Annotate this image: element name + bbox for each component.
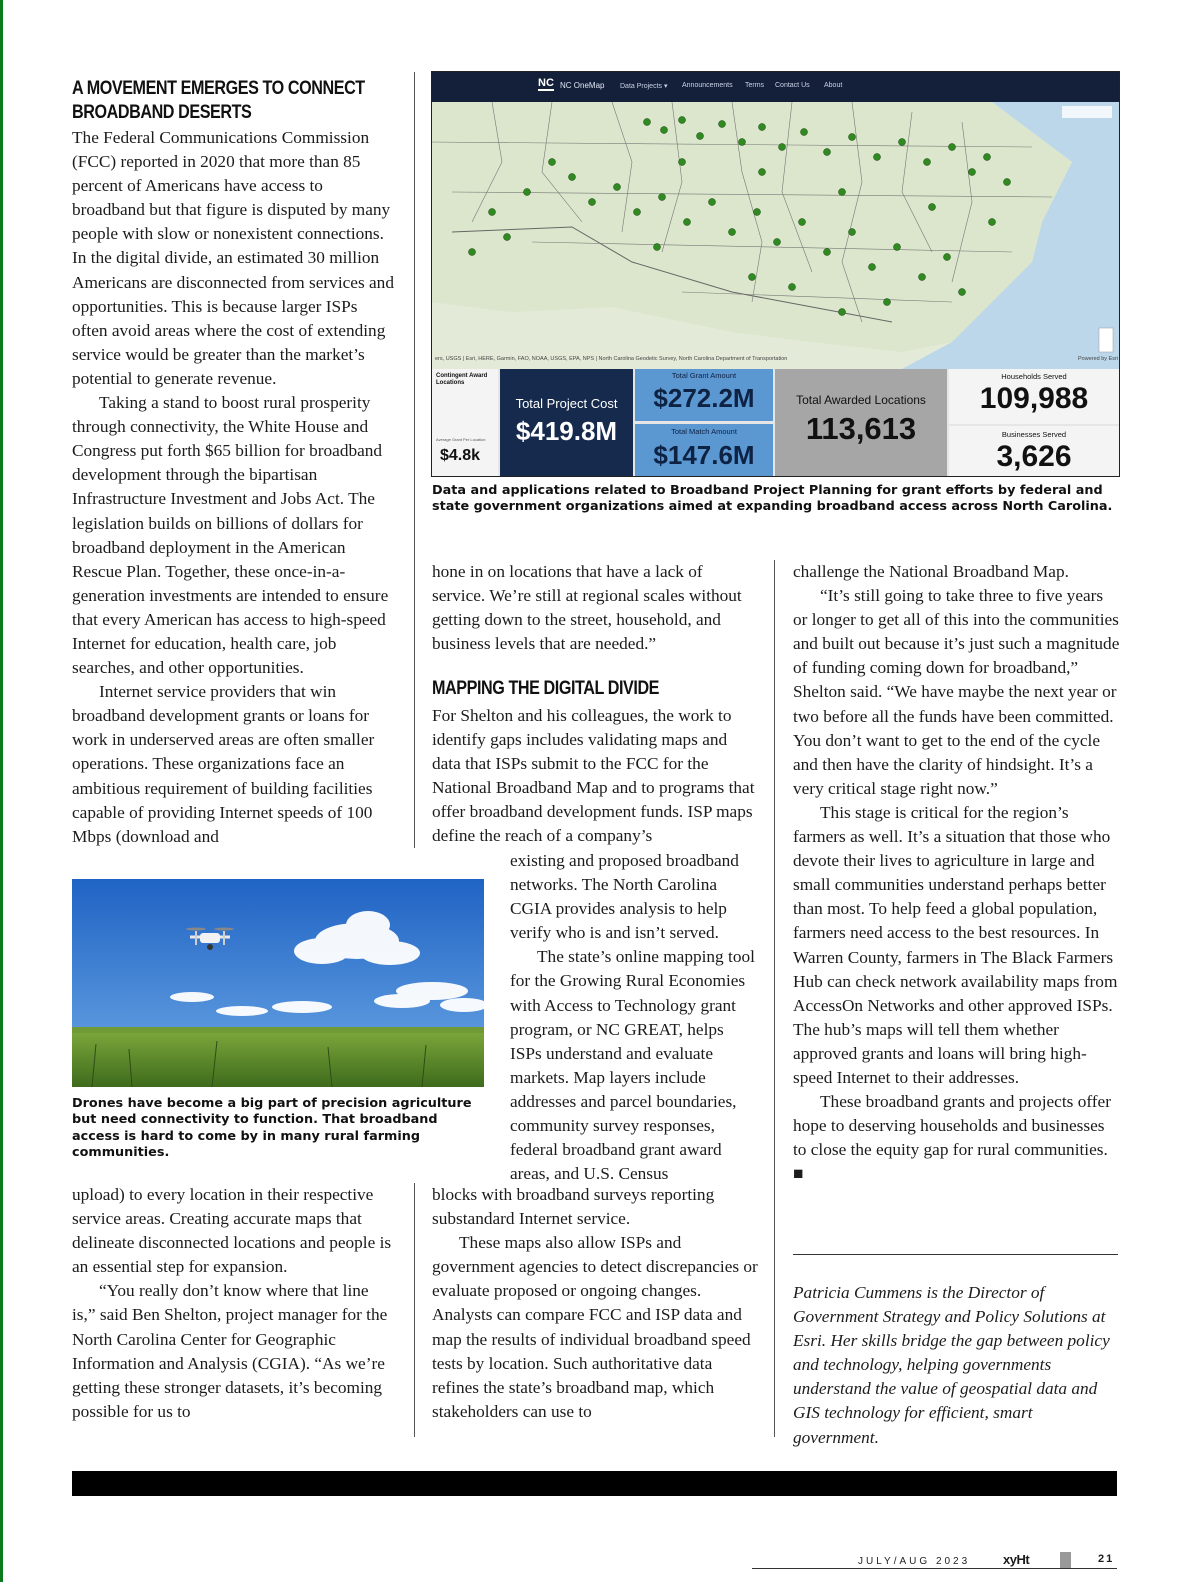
map-attribution: ers, USGS | Esri, HERE, Garmin, FAO, NOAA, USGS, EPA, NPS | North Carolina Geodetic Survey, North Carolina Department of Transportation [435, 356, 788, 362]
author-bio: Patricia Cummens is the Director of Government Strategy and Policy Solutions at Esri. Her skills bridge the gap between policy and technology, helping governments understand the value of geospatial data and GIS technology for efficient, smart government. [793, 1283, 1110, 1447]
map-nav-bar [432, 72, 1119, 102]
awarded-value: 113,613 [805, 411, 917, 446]
photo-caption: Drones have become a big part of precision agriculture but need connectivity to function. That broadband access is hard to come by in many rural farming communities. [72, 1096, 472, 1161]
column-1-upper [72, 126, 395, 849]
paragraph [793, 1090, 1121, 1186]
households-value: 109,988 [979, 382, 1089, 415]
paragraph: hone in on locations that have a lack of service. We’re still at regional scales without getting down to the street, household, and business levels that are needed.” [432, 562, 742, 654]
total-project-cost-value: $419.8M [515, 416, 618, 446]
contingent-label: Contingent Award Locations [436, 373, 488, 386]
businesses-label: Businesses Served [1001, 430, 1067, 439]
section-heading-2: MAPPING THE DIGITAL DIVIDE [432, 678, 660, 699]
paragraph: These maps also allow ISPs and government agencies to detect discrepancies or evaluate proposed or ongoing changes. Analysts can compare FCC and ISP data and map the results of individual broadband speed tests by location. Such authoritative data refines the state’s broadband map, which stakeholders can use to [432, 1233, 758, 1421]
nav-contact[interactable]: Contact Us [775, 82, 810, 89]
map-caption: Data and applications related to Broadband Project Planning for grant efforts by federal and state government organizations aimed at expanding broadband access across North Carolina. [432, 483, 1113, 515]
businesses-value: 3,626 [996, 440, 1072, 473]
heading-line-1: A MOVEMENT EMERGES TO CONNECT [72, 78, 365, 99]
paragraph: existing and proposed broadband networks. The North Carolina CGIA provides analysis to help verify who is and isn’t served. [510, 851, 739, 943]
column-rule [414, 72, 415, 848]
column-2-bottom [432, 1183, 758, 1424]
businesses-tile [949, 426, 1119, 476]
total-grant-value: $272.2M [653, 383, 755, 413]
broadband-dashboard-screenshot [431, 71, 1120, 477]
page-edge-bar [0, 0, 3, 1582]
page-number: 21 [1098, 1553, 1115, 1565]
column-rule [414, 1183, 415, 1437]
folio-block [1060, 1552, 1071, 1568]
contingent-tile [432, 369, 498, 476]
heading-line-2: BROADBAND DESERTS [72, 102, 252, 123]
paragraph: Internet service providers that win broadband development grants or loans for work in underserved areas are often smaller operations. These organizations face an ambitious requirement of building facilities capable of providing Internet speeds of 100 Mbps (download and [72, 682, 375, 846]
paragraph: upload) to every location in their respective service areas. Creating accurate maps that delineate disconnected locations and people is an essential step for expansion. [72, 1185, 392, 1277]
app-title[interactable]: NC OneMap [560, 81, 605, 90]
column-2-top [432, 560, 758, 656]
awarded-locations-tile [775, 369, 947, 476]
column-2-p2 [432, 704, 758, 849]
column-1-lower [72, 1183, 395, 1424]
column-3 [793, 560, 1121, 1186]
households-tile [949, 369, 1119, 424]
map-canvas [432, 102, 1119, 369]
total-match-value: $147.6M [653, 440, 755, 470]
avg-label: Average Grant Per Location [436, 437, 486, 442]
paragraph: “You really don’t know where that line is,” said Ben Shelton, project manager for the North Carolina Center for Geographic Information and Analysis (CGIA). “As we’re getting these stronger datasets, it’s becoming possible for us to [72, 1281, 388, 1421]
closing-text: These broadband grants and projects offer hope to deserving households and businesses to close the equity gap for rural communities. [793, 1092, 1111, 1160]
column-2-inset [510, 849, 758, 1186]
footer-rule [752, 1568, 1117, 1569]
nc-logo[interactable]: NC [538, 77, 554, 89]
issue-date: JULY/AUG 2023 [858, 1556, 971, 1567]
column-rule [774, 560, 775, 1437]
nav-data-projects[interactable]: Data Projects ▾ [620, 83, 668, 90]
brand-logo: xyHt [1003, 1552, 1030, 1567]
total-grant-label: Total Grant Amount [671, 371, 737, 380]
esri-credit: Powered by Esri [1078, 356, 1119, 362]
end-mark: ■ [793, 1164, 804, 1184]
total-match-label: Total Match Amount [671, 427, 737, 436]
paragraph: “It’s still going to take three to five years or longer to get all of this into the communities and built out because it’s just such a magnitude of funding coming down for broadband,” Shelton said. “We have maybe the next year or two before all the funds have been committed. You don’t want to get to the end of the cycle and then have the clarity of hindsight. It’s a very critical stage right now.” [793, 586, 1120, 798]
paragraph: For Shelton and his colleagues, the work to identify gaps includes validating maps and data that ISPs submit to the FCC for the National Broadband Map and to programs that offer broadband development funds. ISP maps define the reach of a company’s [432, 706, 755, 846]
paragraph: The Federal Communications Commission (FCC) reported in 2020 that more than 85 percent of Americans have access to broadband but that figure is disputed by many people with slow or nonexistent connections. In the digital divide, an estimated 30 million Americans are disconnected from services and opportunities. This is because larger ISPs often avoid areas where the cost of extending service would be greater than the market’s potential to generate revenue. [72, 128, 394, 388]
nav-announcements[interactable]: Announcements [682, 82, 733, 89]
bio-rule [793, 1254, 1118, 1255]
avg-value: $4.8k [440, 447, 481, 464]
awarded-label: Total Awarded Locations [796, 393, 926, 407]
nav-terms[interactable]: Terms [745, 82, 765, 89]
paragraph: challenge the National Broadband Map. [793, 562, 1069, 581]
total-match-tile [635, 424, 773, 476]
section-heading-1 [72, 77, 365, 125]
paragraph: Taking a stand to boost rural prosperity through connectivity, the White House and Congress put forth $65 billion for broadband development through the bipartisan Infrastructure Investment and Jobs Act. The legislation builds on billions of dollars for broadband deployment in the American Rescue Plan. Together, these once-in-a-generation investments are intended to ensure that every American has access to high-speed Internet for education, health care, job searches, and other opportunities. [72, 393, 389, 678]
paragraph: The state’s online mapping tool for the Growing Rural Economies with Access to Technology grant program, or NC GREAT, helps ISPs understand and evaluate markets. Map layers include addresses and parcel boundaries, community survey responses, federal broadband grant award areas, and U.S. Census [510, 947, 755, 1184]
footer-bar [72, 1471, 1117, 1496]
drone-field-image [72, 879, 484, 1087]
households-label: Households Served [1001, 372, 1067, 381]
total-grant-tile [635, 369, 773, 421]
stats-panel [432, 369, 1119, 476]
paragraph: This stage is critical for the region’s farmers as well. It’s a situation that those who devote their lives to agriculture in large and small communities understand perhaps better than most. To help feed a global population, farmers need access to the best resources. In Warren County, farmers in The Black Farmers Hub can check network availability maps from AccessOn Networks and other approved ISPs. The hub’s maps will tell them whether approved grants and loans will bring high-speed Internet to their addresses. [793, 802, 1118, 1087]
nc-map[interactable] [432, 102, 1119, 369]
drone-photo [72, 879, 484, 1087]
total-project-cost-tile [500, 369, 633, 476]
total-project-cost-label: Total Project Cost [515, 396, 618, 411]
paragraph: blocks with broadband surveys reporting substandard Internet service. [432, 1185, 715, 1229]
nav-about[interactable]: About [824, 82, 843, 89]
